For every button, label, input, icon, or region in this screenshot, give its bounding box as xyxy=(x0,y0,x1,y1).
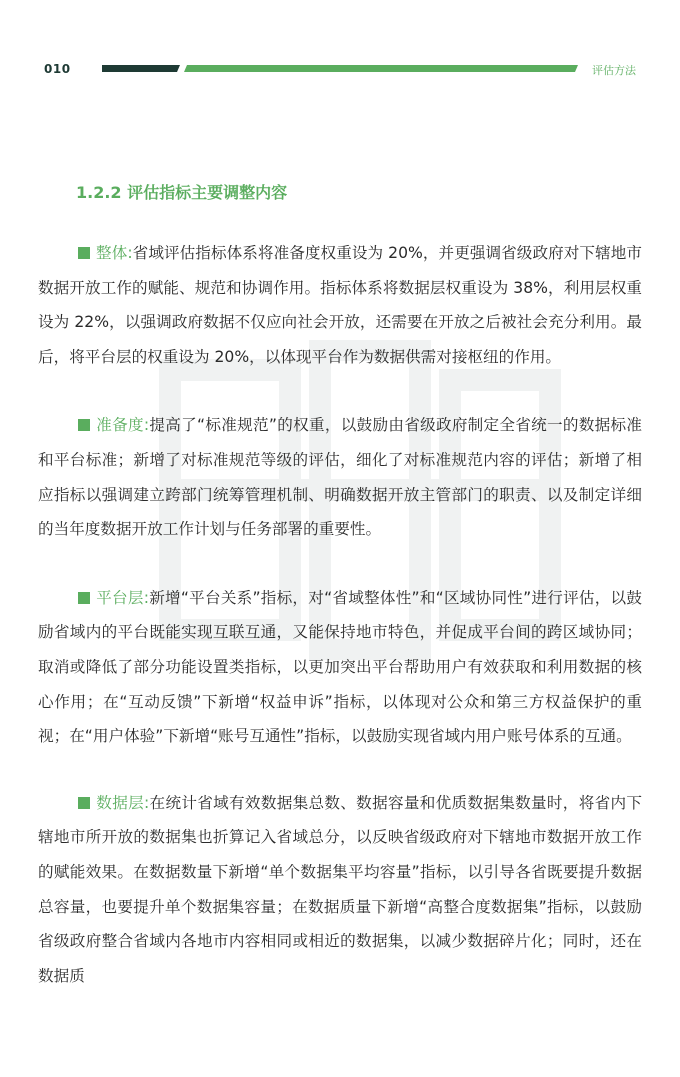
paragraph-text: 提高了“标准规范”的权重，以鼓励由省级政府制定全省统一的数据标准和平台标准；新增了对标准规范等级的评估，细化了对标准规范内容的评估；新增了相应指标以强调建立跨部门统筹管理机制、明确数据开放主管部门的职责、以及制定详细的当年度数据开放工作计划与任务部署的重要性。 xyxy=(38,416,642,539)
paragraph-term: 整体: xyxy=(96,244,133,262)
page-number: 010 xyxy=(44,62,71,76)
header-rule-dark-segment xyxy=(102,65,180,72)
paragraph-term: 准备度: xyxy=(96,416,150,435)
header-rule-green-segment xyxy=(184,65,578,72)
header-rule xyxy=(100,64,580,74)
paragraph-data-layer xyxy=(38,786,642,994)
square-bullet-icon xyxy=(78,797,90,809)
paragraph-text: 省域评估指标体系将准备度权重设为 20%，并更强调省级政府对下辖地市数据开放工作的赋能、规范和协调作用。指标体系将数据层权重设为 38%，利用层权重设为 22%，以强调政府数据不仅应向社会开放，还需要在开放之后被社会充分利用。最后，将平台层的权重设为 20%，以体现平台作为数据供需对接枢纽的作用。 xyxy=(38,244,642,366)
square-bullet-icon xyxy=(78,592,90,604)
paragraph-platform xyxy=(38,581,642,754)
paragraph-text: 在统计省域有效数据集总数、数据容量和优质数据集数量时，将省内下辖地市所开放的数据集也折算记入省域总分，以反映省级政府对下辖地市数据开放工作的赋能效果。在数据数量下新增“单个数据集平均容量”指标，以引导各省既要提升数据总容量，也要提升单个数据集容量；在数据质量下新增“高整合度数据集”指标，以鼓励省级政府整合省域内各地市内容相同或相近的数据集，以减少数据碎片化；同时，还在数据质 xyxy=(38,793,642,985)
paragraph-term: 平台层: xyxy=(96,588,149,607)
paragraph-overall xyxy=(38,236,642,374)
paragraph-readiness xyxy=(38,408,642,546)
body-content xyxy=(38,236,642,1027)
section-title: 1.2.2 评估指标主要调整内容 xyxy=(76,183,288,202)
square-bullet-icon xyxy=(78,247,90,259)
paragraph-term: 数据层: xyxy=(96,793,150,812)
section-label: 评估方法 xyxy=(592,64,636,77)
paragraph-text: 新增“平台关系”指标，对“省域整体性”和“区域协同性”进行评估，以鼓励省域内的平台既能实现互联互通，又能保持地市特色，并促成平台间的跨区域协同；取消或降低了部分功能设置类指标，以更加突出平台帮助用户有效获取和利用数据的核心作用；在“互动反馈”下新增“权益申诉”指标，以体现对公众和第三方权益保护的重视；在“用户体验”下新增“账号互通性”指标，以鼓励实现省域内用户账号体系的互通。 xyxy=(38,588,642,746)
square-bullet-icon xyxy=(78,419,90,431)
